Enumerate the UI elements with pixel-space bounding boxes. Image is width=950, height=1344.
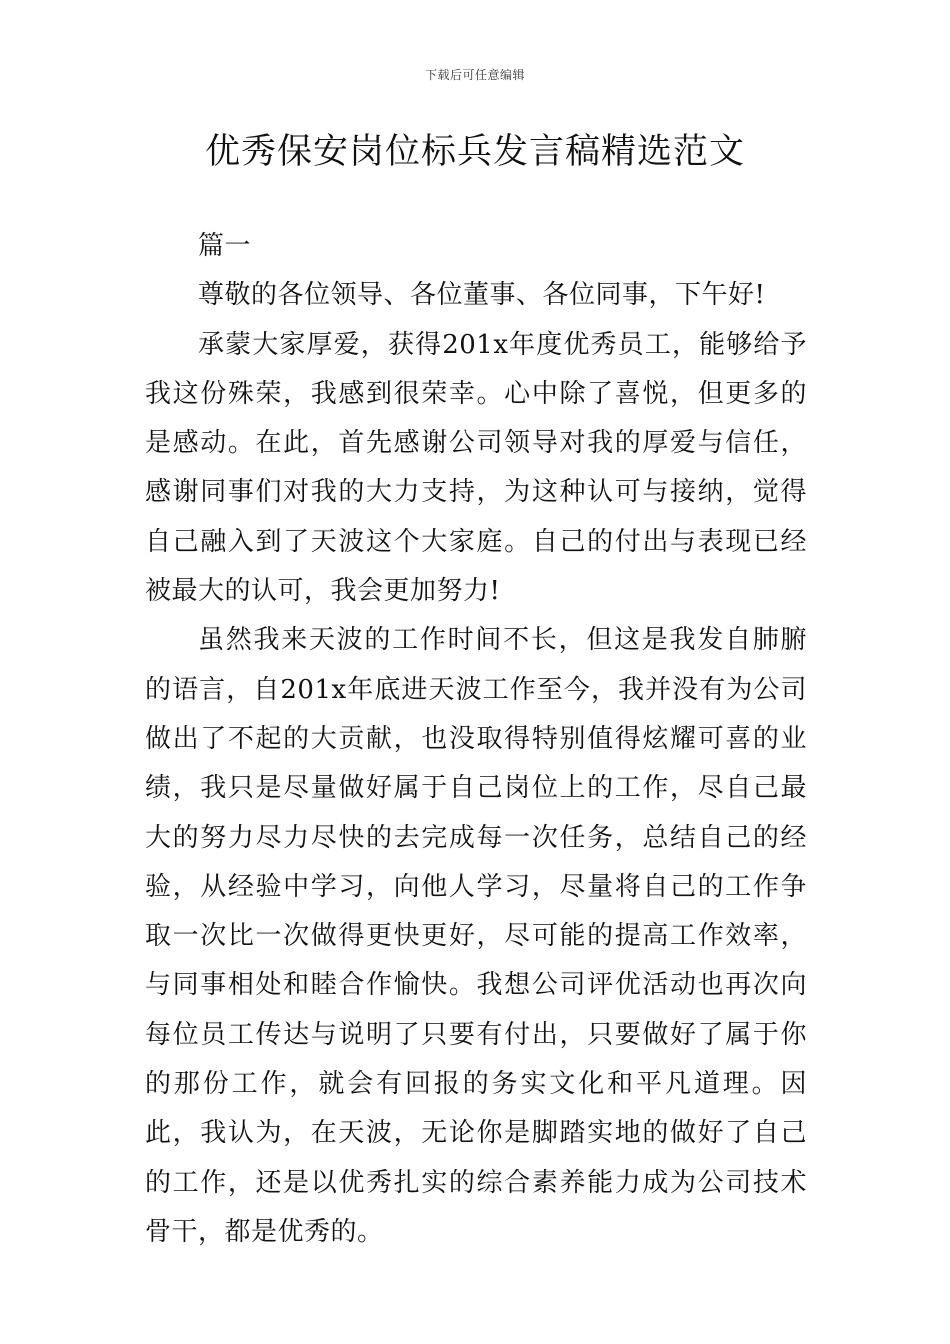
section-heading: 篇一 [198, 231, 252, 261]
body-paragraph: 虽然我来天波的工作时间不长，但这是我发自肺腑的语言，自201x年底进天波工作至今，我并没有为公司做出了不起的大贡献，也没取得特别值得炫耀可喜的业绩，我只是尽量做好属于自己岗位上的工作，尽自己最大的努力尽力尽快的去完成每一次任务，总结自己的经验，从经验中学习，向他人学习，尽量将自己的工作争取一次比一次做得更快更好，尽可能的提高工作效率，与同事相处和睦合作愉快。我想公司评优活动也再次向每位员工传达与说明了只要有付出，只要做好了属于你的那份工作，就会有回报的务实文化和平凡道理。因此，我认为，在天波，无论你是脚踏实地的做好了自己的工作，还是以优秀扎实的综合素养能力成为公司技术骨干，都是优秀的。 [145, 625, 807, 1247]
salutation-paragraph: 尊敬的各位领导、各位董事、各位同事，下午好! [198, 280, 766, 311]
body-paragraph: 承蒙大家厚爱，获得201x年度优秀员工，能够给予我这份殊荣，我感到很荣幸。心中除了喜悦，但更多的是感动。在此，首先感谢公司领导对我的厚爱与信任，感谢同事们对我的大力支持，为这种认可与接纳，觉得自己融入到了天波这个大家庭。自己的付出与表现已经被最大的认可，我会更加努力! [145, 329, 807, 607]
document-body [145, 222, 807, 1257]
document-title: 优秀保安岗位标兵发言稿精选范文 [204, 132, 745, 172]
header-note: 下载后可任意编辑 [424, 68, 525, 82]
